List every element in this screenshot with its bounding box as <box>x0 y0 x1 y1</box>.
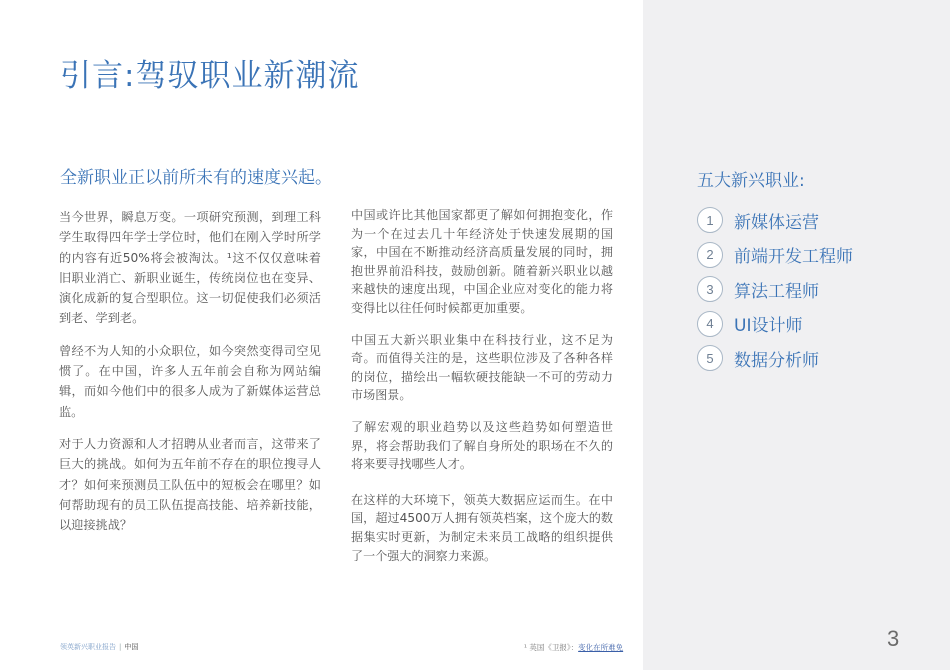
list-item <box>697 238 853 273</box>
section-subtitle: 全新职业正以前所未有的速度兴起。 <box>60 168 332 188</box>
number-badge: 2 <box>697 242 723 268</box>
text-column-middle <box>351 206 613 578</box>
job-label: 前端开发工程师 <box>734 247 853 268</box>
paragraph: 中国五大新兴职业集中在科技行业，这不足为奇。而值得关注的是，这些职位涉及了各种各样的岗位，描绘出一幅软硬技能缺一不可的劳动力市场图景。 <box>351 332 613 403</box>
footer-separator: | <box>119 643 122 651</box>
text-column-left <box>59 207 321 547</box>
paragraph: 在这样的大环境下，领英大数据应运而生。在中国，超过4500万人拥有领英档案，这个庞大的数据集实时更新，为制定未来员工战略的组织提供了一个强大的洞察力来源。 <box>351 492 613 563</box>
page-title: 引言:驾驭职业新潮流 <box>60 58 360 94</box>
paragraph: 对于人力资源和人才招聘从业者而言，这带来了巨大的挑战。如何为五年前不存在的职位搜寻人才？如何来预测员工队伍中的短板会在哪里？如何帮助现有的员工队伍提高技能、培养新技能，以迎接挑战？ <box>59 436 321 533</box>
number-badge: 5 <box>697 345 723 371</box>
page-number: 3 <box>887 626 900 651</box>
footnote-link[interactable]: 变化在所难免 <box>578 643 624 652</box>
paragraph: 了解宏观的职业趋势以及这些趋势如何塑造世界，将会帮助我们了解自身所处的职场在不久的将来要寻找哪些人才。 <box>351 419 613 472</box>
list-item <box>697 272 853 307</box>
footnote-source <box>524 642 623 653</box>
number-badge: 1 <box>697 207 723 233</box>
job-label: UI设计师 <box>734 316 803 337</box>
job-label: 数据分析师 <box>734 350 819 371</box>
report-title: 领英新兴职业报告 <box>60 643 116 651</box>
paragraph: 当今世界，瞬息万变。一项研究预测，到理工科学生取得四年学士学位时，他们在刚入学时所学的内容有近50%将会被淘汰。¹这不仅仅意味着旧职业消亡、新职业诞生，传统岗位也在变异、演化成新的复合型职位。这一切促使我们必须活到老、学到老。 <box>59 210 321 326</box>
number-badge: 4 <box>697 311 723 337</box>
report-region: 中国 <box>124 643 139 651</box>
job-label: 新媒体运营 <box>734 212 819 233</box>
list-item <box>697 203 853 238</box>
emerging-jobs-heading: 五大新兴职业: <box>697 171 805 191</box>
paragraph: 中国或许比其他国家都更了解如何拥抱变化，作为一个在过去几十年经济处于快速发展期的国家，中国在不断推动经济高质量发展的同时，拥抱世界前沿科技，鼓励创新。随着新兴职业以越来越快的速度出现，中国企业应对变化的能力将变得比以往任何时候都更加重要。 <box>351 208 613 315</box>
list-item <box>697 307 853 342</box>
footnote-prefix: ¹ 英国《卫报》： <box>524 643 579 652</box>
footer-report-name <box>60 642 138 652</box>
list-item <box>697 341 853 376</box>
paragraph: 曾经不为人知的小众职位，如今突然变得司空见惯了。在中国，许多人五年前会自称为网站编辑，而如今他们中的很多人成为了新媒体运营总监。 <box>59 343 321 419</box>
number-badge: 3 <box>697 276 723 302</box>
job-label: 算法工程师 <box>734 281 819 302</box>
emerging-jobs-list <box>697 203 853 376</box>
